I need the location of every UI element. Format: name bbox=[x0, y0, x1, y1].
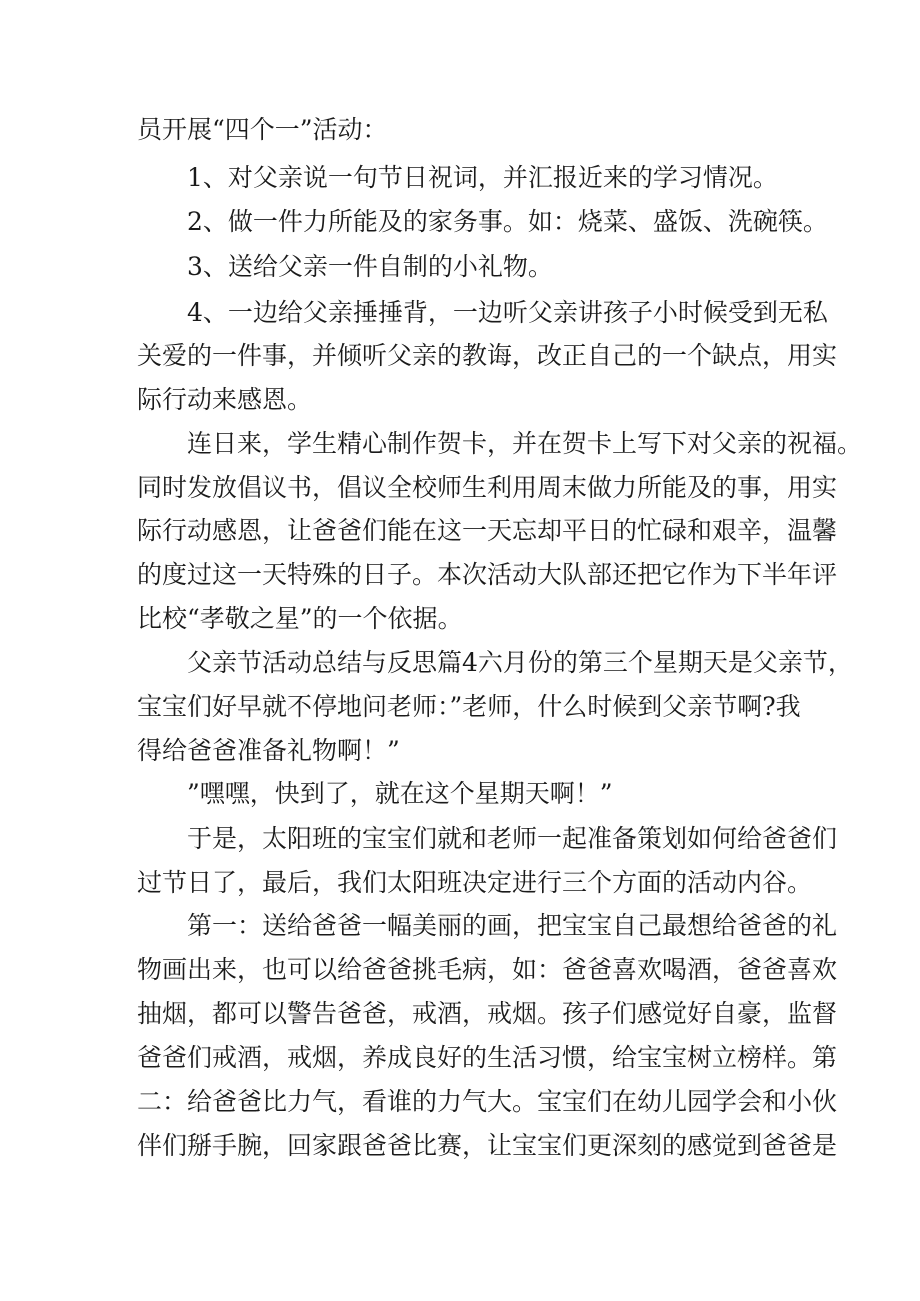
paragraph-line: 连日来，学生精心制作贺卡，并在贺卡上写下对父亲的祝福。 bbox=[187, 429, 863, 458]
paragraph-line: 第一：送给爸爸一幅美丽的画，把宝宝自己最想给爸爸的礼 bbox=[187, 911, 838, 940]
list-item: 3、送给父亲一件自制的小礼物。 bbox=[187, 252, 553, 281]
text-line: 际行动感恩，让爸爸们能在这一天忘却平日的忙碌和艰辛，温馨 bbox=[137, 516, 838, 545]
text-line: 过节日了，最后，我们太阳班决定进行三个方面的活动内谷。 bbox=[137, 868, 813, 897]
text-line: 同时发放倡议书，倡议全校师生利用周末做力所能及的事，用实 bbox=[137, 473, 838, 502]
text-line: 际行动来感恩。 bbox=[137, 385, 313, 414]
paragraph-line: 父亲节活动总结与反思篇4六月份的第三个星期天是父亲节， bbox=[187, 648, 853, 677]
text-line: 得给爸爸准备礼物啊！” bbox=[137, 736, 400, 765]
paragraph-line: ”嘿嘿，快到了，就在这个星期天啊！” bbox=[187, 779, 613, 808]
text-line: 爸爸们戒酒，戒烟，养成良好的生活习惯，给宝宝树立榜样。第 bbox=[137, 1043, 838, 1072]
text-line: 抽烟，都可以警告爸爸，戒酒，戒烟。孩子们感觉好自豪，监督 bbox=[137, 999, 838, 1028]
text-line: 物画出来，也可以给爸爸挑毛病，如：爸爸喜欢喝酒，爸爸喜欢 bbox=[137, 955, 838, 984]
text-line: 的度过这一天特殊的日子。本次活动大队部还把它作为下半年评 bbox=[137, 560, 838, 589]
text-line: 二：给爸爸比力气，看谁的力气大。宝宝们在幼儿园学会和小伙 bbox=[137, 1087, 838, 1116]
text-line: 比校“孝敬之星”的一个依据。 bbox=[137, 604, 463, 633]
text-line: 关爱的一件事，并倾听父亲的教诲，改正自己的一个缺点，用实 bbox=[137, 341, 838, 370]
text-line: 宝宝们好早就不停地问老师：”老师，什么时候到父亲节啊?我 bbox=[137, 692, 801, 721]
list-item: 2、做一件力所能及的家务事。如：烧菜、盛饭、洗碗筷。 bbox=[187, 207, 828, 236]
text-line: 员开展“四个一”活动： bbox=[137, 115, 388, 144]
list-item: 4、一边给父亲捶捶背，一边听父亲讲孩子小时候受到无私 bbox=[187, 298, 828, 327]
paragraph-line: 于是，太阳班的宝宝们就和老师一起准备策划如何给爸爸们 bbox=[187, 824, 838, 853]
list-item: 1、对父亲说一句节日祝词，并汇报近来的学习情况。 bbox=[187, 163, 778, 192]
text-line: 伴们掰手腕，回家跟爸爸比赛，让宝宝们更深刻的感觉到爸爸是 bbox=[137, 1131, 838, 1160]
